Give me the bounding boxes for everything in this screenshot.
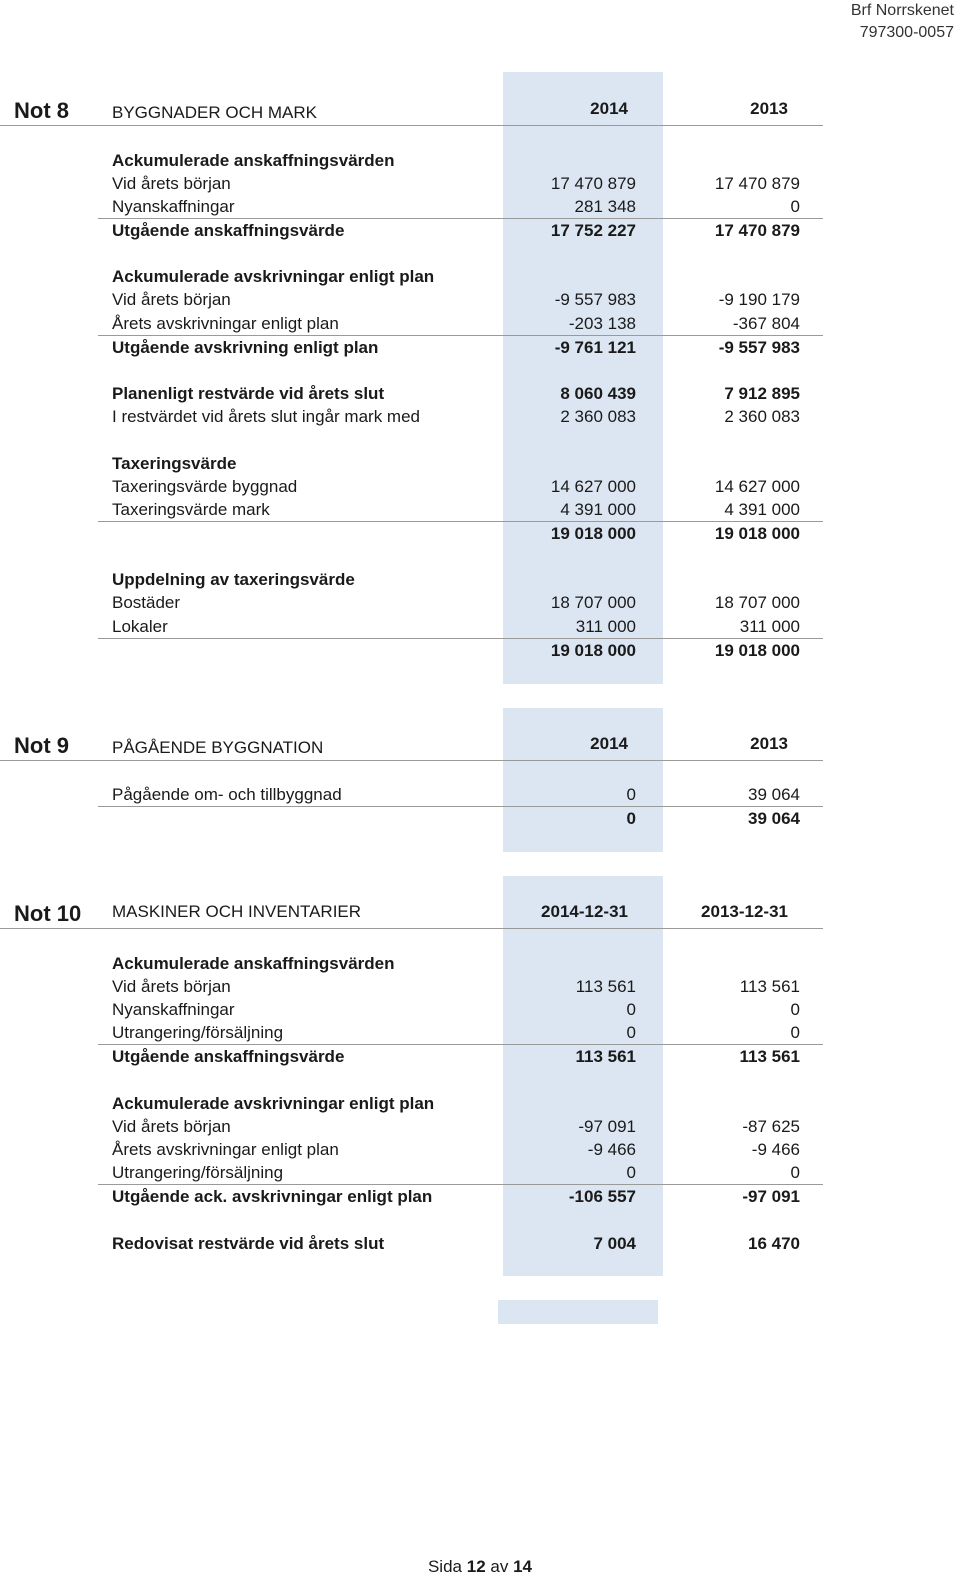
row-label: Utrangering/försäljning: [112, 1023, 284, 1042]
table-row: [112, 1047, 800, 1070]
column-header-current: 2014: [590, 99, 628, 118]
page-header: [851, 0, 954, 44]
table-row: [112, 785, 800, 808]
table-row: [112, 407, 800, 430]
row-label: Vid årets början: [112, 174, 231, 193]
value-2013: 113 561: [739, 1047, 800, 1066]
table-row: [112, 384, 800, 407]
note-title: PÅGÅENDE BYGGNATION: [112, 738, 324, 757]
value-2013: 39 064: [748, 809, 800, 828]
value-2014: -9 557 983: [554, 290, 636, 309]
row-label: Utrangering/försäljning: [112, 1163, 284, 1182]
value-2014: 281 348: [574, 197, 636, 216]
header-rule: [0, 760, 823, 761]
row-label: Taxeringsvärde mark: [112, 500, 270, 519]
value-2014: -97 091: [578, 1117, 636, 1136]
row-label: Ackumulerade avskrivningar enligt plan: [112, 267, 435, 286]
row-label: Utgående anskaffningsvärde: [112, 221, 345, 240]
company-name: Brf Norrskenet: [850, 2, 954, 19]
note-number: Not 8: [14, 98, 69, 123]
value-2014: 18 707 000: [550, 593, 636, 612]
table-row: [112, 1140, 800, 1163]
table-row: [112, 524, 800, 547]
table-row: [112, 1023, 800, 1046]
footer-prefix: Sida: [427, 1557, 462, 1576]
value-2014: 7 004: [593, 1234, 636, 1253]
sum-rule: [98, 806, 823, 807]
row-label: Vid årets början: [112, 977, 231, 996]
value-2014: 19 018 000: [550, 524, 636, 543]
value-2013: -87 625: [742, 1117, 800, 1136]
value-2014: 0: [626, 809, 636, 828]
value-2013: -9 557 983: [718, 338, 800, 357]
table-row: [112, 477, 800, 500]
column-header-current: 2014-12-31: [541, 902, 628, 921]
row-label: Vid årets början: [112, 1117, 231, 1136]
table-row: [112, 174, 800, 197]
table-row: [112, 977, 800, 1000]
table-row: [112, 954, 800, 977]
row-label: Redovisat restvärde vid årets slut: [112, 1234, 385, 1253]
table-row: [112, 809, 800, 832]
row-label: Utgående avskrivning enligt plan: [112, 338, 379, 357]
row-label: Ackumulerade anskaffningsvärden: [112, 954, 395, 973]
row-label: Uppdelning av taxeringsvärde: [112, 570, 355, 589]
value-2014: 4 391 000: [560, 500, 636, 519]
value-2014: -9 466: [587, 1140, 636, 1159]
value-2013: 16 470: [748, 1234, 800, 1253]
table-row: [112, 314, 800, 337]
value-2014: -9 761 121: [554, 338, 636, 357]
row-label: Bostäder: [112, 593, 181, 612]
value-2013: 17 470 879: [714, 174, 800, 193]
footer-page-total: 14: [513, 1557, 533, 1576]
column-header-current: 2014: [590, 734, 628, 753]
column-header-previous: 2013: [750, 734, 788, 753]
table-row: [112, 593, 800, 616]
table-row: [112, 151, 800, 174]
sum-rule: [98, 218, 823, 219]
row-label: Nyanskaffningar: [112, 1000, 235, 1019]
header-rule: [0, 125, 823, 126]
row-label: Årets avskrivningar enligt plan: [112, 1140, 339, 1159]
value-2014: 14 627 000: [550, 477, 636, 496]
sum-rule: [98, 1184, 823, 1185]
table-row: [112, 454, 800, 477]
value-2014: 17 752 227: [550, 221, 636, 240]
value-2014: 8 060 439: [560, 384, 636, 403]
footer-page-number: 12: [466, 1557, 486, 1576]
value-2013: 18 707 000: [714, 593, 800, 612]
table-row: [112, 641, 800, 664]
table-row: [112, 290, 800, 313]
table-row: [112, 1187, 800, 1210]
sum-rule: [98, 1044, 823, 1045]
value-2013: 2 360 083: [724, 407, 800, 426]
value-2014: 17 470 879: [550, 174, 636, 193]
value-2014: 0: [626, 1023, 636, 1042]
value-2014: -106 557: [568, 1187, 636, 1206]
current-year-column-shade: [498, 1300, 658, 1324]
value-2013: 39 064: [748, 785, 800, 804]
row-label: Pågående om- och tillbyggnad: [112, 785, 342, 804]
footer-middle: av: [490, 1557, 509, 1576]
row-label: Planenligt restvärde vid årets slut: [112, 384, 385, 403]
value-2013: -9 466: [751, 1140, 800, 1159]
value-2013: 0: [790, 1163, 800, 1182]
row-label: I restvärdet vid årets slut ingår mark med: [112, 407, 421, 426]
value-2014: -203 138: [568, 314, 636, 333]
row-label: Utgående ack. avskrivningar enligt plan: [112, 1187, 433, 1206]
sum-rule: [98, 521, 823, 522]
value-2013: -367 804: [732, 314, 800, 333]
note-number: Not 10: [14, 901, 82, 926]
row-label: Nyanskaffningar: [112, 197, 235, 216]
table-row: [112, 1000, 800, 1023]
table-row: [112, 338, 800, 361]
page-footer: [0, 1557, 960, 1577]
row-label: Ackumulerade avskrivningar enligt plan: [112, 1094, 435, 1113]
table-row: [112, 617, 800, 640]
value-2013: 19 018 000: [714, 524, 800, 543]
value-2014: 0: [626, 785, 636, 804]
row-label: Taxeringsvärde: [112, 454, 237, 473]
value-2013: 0: [790, 1023, 800, 1042]
sum-rule: [98, 638, 823, 639]
row-label: Vid årets början: [112, 290, 231, 309]
column-header-previous: 2013: [750, 99, 788, 118]
value-2014: 0: [626, 1000, 636, 1019]
table-row: [112, 570, 800, 593]
table-row: [112, 1163, 800, 1186]
table-row: [112, 197, 800, 220]
row-label: Lokaler: [112, 617, 168, 636]
row-label: Taxeringsvärde byggnad: [112, 477, 298, 496]
value-2014: 311 000: [575, 617, 636, 636]
table-row: [112, 1117, 800, 1140]
value-2014: 113 561: [575, 1047, 636, 1066]
table-row: [112, 1234, 800, 1257]
org-number: 797300-0057: [859, 24, 954, 41]
value-2013: 14 627 000: [714, 477, 800, 496]
value-2013: 17 470 879: [714, 221, 800, 240]
value-2013: 113 561: [739, 977, 800, 996]
row-label: Årets avskrivningar enligt plan: [112, 314, 339, 333]
row-label: Ackumulerade anskaffningsvärden: [112, 151, 395, 170]
column-header-previous: 2013-12-31: [701, 902, 788, 921]
note-number: Not 9: [14, 733, 69, 758]
note-title: BYGGNADER OCH MARK: [112, 103, 317, 122]
row-label: Utgående anskaffningsvärde: [112, 1047, 345, 1066]
value-2014: 113 561: [575, 977, 636, 996]
header-rule: [0, 928, 823, 929]
note-title: MASKINER OCH INVENTARIER: [112, 902, 362, 921]
value-2013: -97 091: [742, 1187, 800, 1206]
table-row: [112, 267, 800, 290]
sum-rule: [98, 335, 823, 336]
value-2013: 311 000: [739, 617, 800, 636]
value-2013: 0: [790, 1000, 800, 1019]
value-2014: 0: [626, 1163, 636, 1182]
table-row: [112, 1094, 800, 1117]
value-2013: 0: [790, 197, 800, 216]
table-row: [112, 500, 800, 523]
value-2013: 19 018 000: [714, 641, 800, 660]
value-2013: -9 190 179: [718, 290, 800, 309]
current-year-column-shade: [503, 876, 663, 1276]
table-row: [112, 221, 800, 244]
value-2014: 19 018 000: [550, 641, 636, 660]
value-2013: 7 912 895: [724, 384, 800, 403]
value-2013: 4 391 000: [724, 500, 800, 519]
value-2014: 2 360 083: [560, 407, 636, 426]
